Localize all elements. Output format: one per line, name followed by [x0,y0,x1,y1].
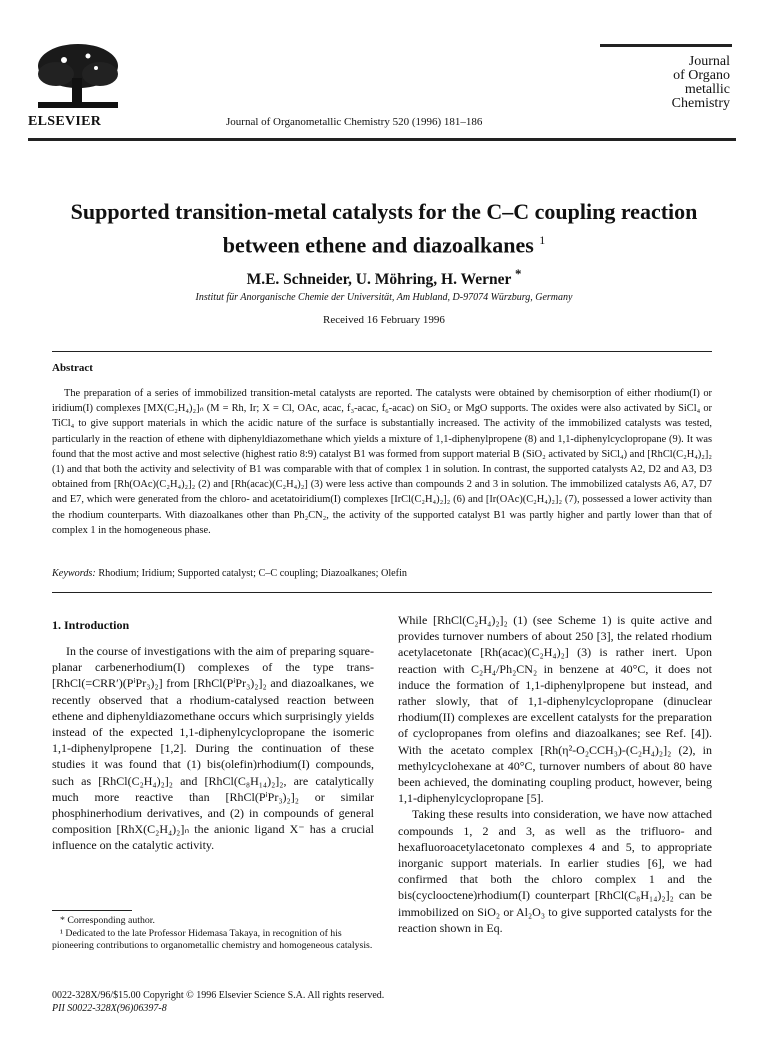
publisher-name: ELSEVIER [28,114,102,129]
intro-paragraph-2: While [RhCl(C₂H₄)₂]₂ (1) (see Scheme 1) is quite active and provides turnover numbers of about 250 [3], the related rhodium acetylacetonate [Rh(acac)(C₂H₄)₂] (3) is rather inert. Upon reaction with C₂H₄/Ph₂CN₂ in benzene at 40°C, it does not induce the formation of 1,1-diphenylpropene but instead, and rather slowly, that of 1,1-diphenylcyclopropane (dinuclear rhodium(II) complexes are excellent catalysts for the preparation of cyclopropanes from olefins and diazoalkanes; see Ref. [4]). With the acetato complex [Rh(η²-O₂CCH₃)-(C₂H₄)₂]₂ (2), in methylcyclohexane at 40°C, turnover numbers of about 80 have been achieved, the dominating coupling product, however, being 1,1-diphenylcyclopropane [5]. [398,613,712,806]
keywords-text: Rhodium; Iridium; Supported catalyst; C–C coupling; Diazoalkanes; Olefin [98,568,408,579]
intro-paragraph-1: In the course of investigations with the aim of preparing square-planar carbenerhodium(I) complexes of the type trans-[RhCl(=CRR′)(PⁱPr₃)₂] from [RhCl(PⁱPr₃)₂]₂ and diazoalkanes, we recently observed that a rhodium-catalysed reaction between ethene and diphenyldiazomethane occurs which surprisingly yields instead of the expected 1,1-diphenylcyclopropane the isomeric 1,1-diphenylpropene [1,2]. During the continuation of these studies it was found that (1) bis(olefin)rhodium(I) compounds, such as [RhCl(C₂H₄)₂]₂ and [RhCl(C₈H₁₄)₂]₂, are catalytically much more reactive than [RhCl(PⁱPr₃)₂]₂ or similar phosphinerhodium derivatives, and (2) in compounds of general composition [RhX(C₂H₄)₂]ₙ the anionic ligand X⁻ has a crucial influence on the catalytic activity. [52,644,374,853]
introduction-heading: 1. Introduction [52,618,130,632]
received-date: Received 16 February 1996 [323,314,445,326]
footnote-rule [52,910,132,911]
corresponding-mark: * [514,266,522,281]
title-line-1: Supported transition-metal catalysts for the C–C coupling reaction [70,199,698,224]
title-line-2: between ethene and diazoalkanes [222,232,534,258]
right-column [398,612,712,936]
authors-text: M.E. Schneider, U. Möhring, H. Werner [246,271,512,289]
elsevier-tree-logo-icon [30,40,126,112]
title-footnote-mark: 1 [539,233,546,247]
keywords-rule [52,592,712,593]
copyright-block [52,989,552,1015]
footnote-dedication: ¹ Dedicated to the late Professor Hidemasa Takaya, in recognition of his pioneering contributions to organometallic chemistry and homogeneous catalysis. [52,927,373,952]
journal-logo-line: of Organo [673,68,730,83]
left-column [52,612,374,854]
journal-logo-line: Journal [688,54,730,69]
journal-citation: Journal of Organometallic Chemistry 520 (1996) 181–186 [226,116,483,128]
journal-logo-line: metallic [684,82,730,97]
footnote-corresponding: * Corresponding author. [60,915,155,926]
author-list [40,266,728,289]
journal-logo-line: Chemistry [671,96,730,111]
abstract-heading: Abstract [52,362,93,374]
abstract-rule-top [52,351,712,352]
article-title [40,198,728,259]
keywords [52,568,712,579]
keywords-label: Keywords: [52,568,96,579]
affiliation: Institut für Anorganische Chemie der Universität, Am Hubland, D-97074 Würzburg, Germany [195,292,573,303]
pii-line: PII S0022-328X(96)06397-8 [52,1003,167,1014]
title-line-2-wrap [40,226,728,259]
abstract-text: The preparation of a series of immobilized transition-metal catalysts are reported. The catalysts were obtained by chemisorption of either rhodium(I) or iridium(I) complexes [MX(C₂H₄)₂]ₙ (M = Rh, Ir; X = Cl, OAc, acac, f₃-acac, f₆-acac) on SiO₂ or MgO supports. The oxides were also activated by SiCl₄ or TiCl₄ to give support materials in which the acidic nature of the surface is substantially increased. The activity of the immobilized catalysts was tested, particularly in the reaction of ethene with diphenyldiazomethane which yields a mixture of 1,1-diphenylpropene (8) and 1,1-diphenylcyclopropane (9). It was found that the most active and most selective (highest ratio 8:9) catalyst B1 was formed from support material B (SiO₂ activated by SiCl₄) and [RhCl(C₂H₄)₂]₂ (1) and that both the activity and selectivity of B1 was comparable with that of complex 1 in solution. In contrast, the supported catalysts A2, D2 and A3, D3 obtained from [Rh(OAc)(C₂H₄)₂]₂ (2) and [Rh(acac)(C₂H₄)₂] (3) were less active than compounds 2 and 3 in solution. The immobilized catalysts A6, A7, D7 and E7, which were generated from the chloro- and acetatoiridium(I) complexes [IrCl(C₂H₄)₂]₂ (6) and [Ir(OAc)(C₂H₄)₂]₂ (7), possessed a lower activity than the rhodium counterparts. With diazoalkanes other than Ph₂CN₂, the activity of the supported catalyst B1 was partly higher and partly lower than that of complex 1 in the homogeneous phase. [52,388,712,536]
journal-logo-text [672,55,730,111]
intro-paragraph-3: Taking these results into consideration, we have now attached compounds 1, 2 and 3, as well as the trifluoro- and hexafluoroacetylacetonato complexes 4 and 5, to appropriate inorganic support materials. In earlier studies [6], we had confirmed that both the chloro complex 1 and the bis(cyclooctene)rhodium(I) counterpart [RhCl(C₈H₁₄)₂]₂ can be immobilized on SiO₂ or Al₂O₃ to give supported catalysts for the reaction shown in Eq. [398,807,712,935]
footnotes [52,915,374,953]
copyright-line: 0022-328X/96/$15.00 Copyright © 1996 Elsevier Science S.A. All rights reserved. [52,990,385,1001]
header-rule [28,138,736,141]
journal-logo [600,44,732,127]
